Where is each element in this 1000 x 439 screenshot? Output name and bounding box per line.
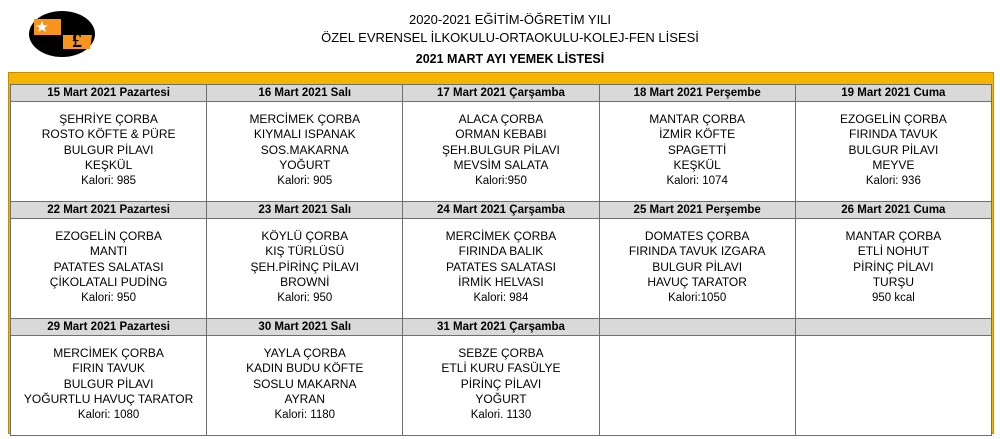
menu-item: PATATES SALATASI <box>53 259 164 274</box>
menu-item: FIRINDA TAVUK IZGARA <box>628 244 766 259</box>
menu-item: BROWNİ <box>280 275 330 290</box>
menu-item: ŞEH.BULGUR PİLAVI <box>442 142 560 157</box>
day-date: 19 Mart 2021 Cuma <box>796 85 991 102</box>
calorie-value: Kalori: 985 <box>81 174 137 187</box>
calorie-value: Kalori: 950 <box>81 291 137 304</box>
menu-item: SEBZE ÇORBA <box>458 346 544 360</box>
day-cell <box>207 85 403 202</box>
menu-item: YOĞURT <box>279 158 331 173</box>
menu-item: ŞEH.PİRİNÇ PİLAVI <box>250 259 360 274</box>
day-cell <box>11 202 207 319</box>
day-date: 17 Mart 2021 Çarşamba <box>403 85 598 102</box>
menu-item: FIRINDA BALIK <box>458 244 544 259</box>
menu-item: MANTAR ÇORBA <box>845 229 942 243</box>
menu-item: EZOGELİN ÇORBA <box>840 112 947 126</box>
day-cell <box>795 85 991 202</box>
menu-item: İZMİR KÖFTE <box>659 127 736 142</box>
menu-item: BULGUR PİLAVI <box>652 259 743 274</box>
menu-item: KEŞKÜL <box>673 158 721 173</box>
menu-item: SPAGETTİ <box>667 142 727 157</box>
menu-item: ETLİ KURU FASÜLYE <box>441 361 561 376</box>
day-menu <box>207 336 402 423</box>
day-cell <box>11 85 207 202</box>
day-menu <box>11 336 206 423</box>
menu-item: AYRAN <box>284 392 325 407</box>
calorie-value: Kalori: 936 <box>865 174 921 187</box>
menu-item: YOĞURT <box>475 392 527 407</box>
day-date: 30 Mart 2021 Salı <box>207 319 402 336</box>
day-date: 29 Mart 2021 Pazartesi <box>11 319 206 336</box>
day-cell <box>207 202 403 319</box>
day-menu <box>796 219 991 306</box>
calorie-value: Kalori: 950 <box>277 291 333 304</box>
menu-item: HAVUÇ TARATOR <box>647 275 747 290</box>
day-cell <box>599 202 795 319</box>
day-date: 31 Mart 2021 Çarşamba <box>403 319 598 336</box>
day-date: 23 Mart 2021 Salı <box>207 202 402 219</box>
calorie-value: Kalori: 905 <box>277 174 333 187</box>
day-date: 22 Mart 2021 Pazartesi <box>11 202 206 219</box>
day-menu <box>600 336 795 346</box>
menu-item: TURŞU <box>872 275 915 290</box>
day-cell <box>11 319 207 436</box>
day-menu <box>403 336 598 423</box>
day-date: 24 Mart 2021 Çarşamba <box>403 202 598 219</box>
menu-item: ÇİKOLATALI PUDİNG <box>49 275 168 290</box>
menu-item: KIYMALI ISPANAK <box>253 127 356 142</box>
day-date: 16 Mart 2021 Salı <box>207 85 402 102</box>
day-date <box>796 319 991 336</box>
page-title: 2021 MART AYI YEMEK LİSTESİ <box>415 52 605 66</box>
week-row <box>11 85 992 202</box>
menu-item: MEVSİM SALATA <box>453 158 549 173</box>
calorie-value: Kalori:950 <box>475 174 527 187</box>
menu-item: MERCİMEK ÇORBA <box>53 346 164 360</box>
menu-item: KÖYLÜ ÇORBA <box>261 229 349 243</box>
menu-item: MERCİMEK ÇORBA <box>249 112 361 126</box>
menu-item: KIŞ TÜRLÜSÜ <box>265 244 345 259</box>
logo-glyph: £ <box>72 30 82 52</box>
menu-item: FIRIN TAVUK <box>72 361 145 376</box>
day-date: 18 Mart 2021 Perşembe <box>600 85 795 102</box>
menu-item: PATATES SALATASI <box>445 259 556 274</box>
calorie-value: Kalori: 1080 <box>77 408 140 421</box>
menu-item: ALACA ÇORBA <box>458 112 544 126</box>
day-cell <box>599 319 795 436</box>
calorie-value: Kalori: 1180 <box>274 408 336 421</box>
menu-item: PİRİNÇ PİLAVI <box>853 259 934 274</box>
menu-item: PİRİNÇ PİLAVI <box>460 376 542 391</box>
menu-item: KADIN BUDU KÖFTE <box>246 361 364 376</box>
day-menu <box>600 102 795 189</box>
menu-item: BULGUR PİLAVI <box>848 142 939 157</box>
day-cell <box>599 85 795 202</box>
day-cell <box>403 319 599 436</box>
day-menu <box>403 102 598 189</box>
day-menu <box>11 102 206 189</box>
day-cell <box>403 202 599 319</box>
logo-orange-quadrant <box>34 19 61 35</box>
day-date: 25 Mart 2021 Perşembe <box>600 202 795 219</box>
day-cell <box>795 202 991 319</box>
day-menu <box>600 219 795 306</box>
day-date: 26 Mart 2021 Cuma <box>796 202 991 219</box>
day-menu <box>207 102 402 189</box>
school-name-line: ÖZEL EVRENSEL İLKOKULU-ORTAOKULU-KOLEJ-FEN LİSESİ <box>321 30 699 45</box>
menu-item: DOMATES ÇORBA <box>644 229 750 243</box>
day-menu <box>207 219 402 306</box>
calorie-value: 950 kcal <box>871 291 915 304</box>
day-menu <box>403 219 598 306</box>
day-cell <box>207 319 403 436</box>
menu-item: MERCİMEK ÇORBA <box>445 229 557 243</box>
day-date <box>600 319 795 336</box>
calorie-value: Kalori:1050 <box>668 291 727 304</box>
day-menu <box>11 219 206 306</box>
menu-item: FIRINDA TAVUK <box>849 127 938 142</box>
menu-item: YOĞURTLU HAVUÇ TARATOR <box>23 392 194 407</box>
menu-item: ROSTO KÖFTE & PÜRE <box>41 127 176 142</box>
menu-item: İRMİK HELVASI <box>458 275 544 290</box>
calorie-value: Kalori: 984 <box>473 291 529 304</box>
menu-item: KEŞKÜL <box>84 158 133 173</box>
menu-item: ORMAN KEBABI <box>455 127 547 142</box>
menu-table <box>10 84 992 436</box>
menu-item: YAYLA ÇORBA <box>263 346 346 360</box>
week-row <box>11 319 992 436</box>
menu-item: ŞEHRİYE ÇORBA <box>59 112 158 126</box>
day-cell <box>795 319 991 436</box>
day-menu <box>796 102 991 189</box>
menu-item: BULGUR PİLAVI <box>63 376 154 391</box>
day-cell <box>403 85 599 202</box>
menu-item: MEYVE <box>872 158 915 173</box>
day-menu <box>796 336 991 346</box>
menu-item: MANTAR ÇORBA <box>649 112 746 126</box>
week-row <box>11 202 992 319</box>
menu-item: ETLİ NOHUT <box>857 244 930 259</box>
menu-item: SOSLU MAKARNA <box>253 376 357 391</box>
calorie-value: Kalori. 1130 <box>470 408 532 421</box>
school-logo <box>28 10 96 58</box>
menu-item: BULGUR PİLAVI <box>63 142 154 157</box>
day-date: 15 Mart 2021 Pazartesi <box>11 85 206 102</box>
menu-item: SOS.MAKARNA <box>260 142 349 157</box>
menu-item: EZOGELİN ÇORBA <box>55 229 162 243</box>
menu-item: MANTI <box>89 244 128 259</box>
calorie-value: Kalori: 1074 <box>666 174 728 187</box>
school-year-line: 2020-2021 EĞİTİM-ÖĞRETİM YILI <box>408 12 612 27</box>
